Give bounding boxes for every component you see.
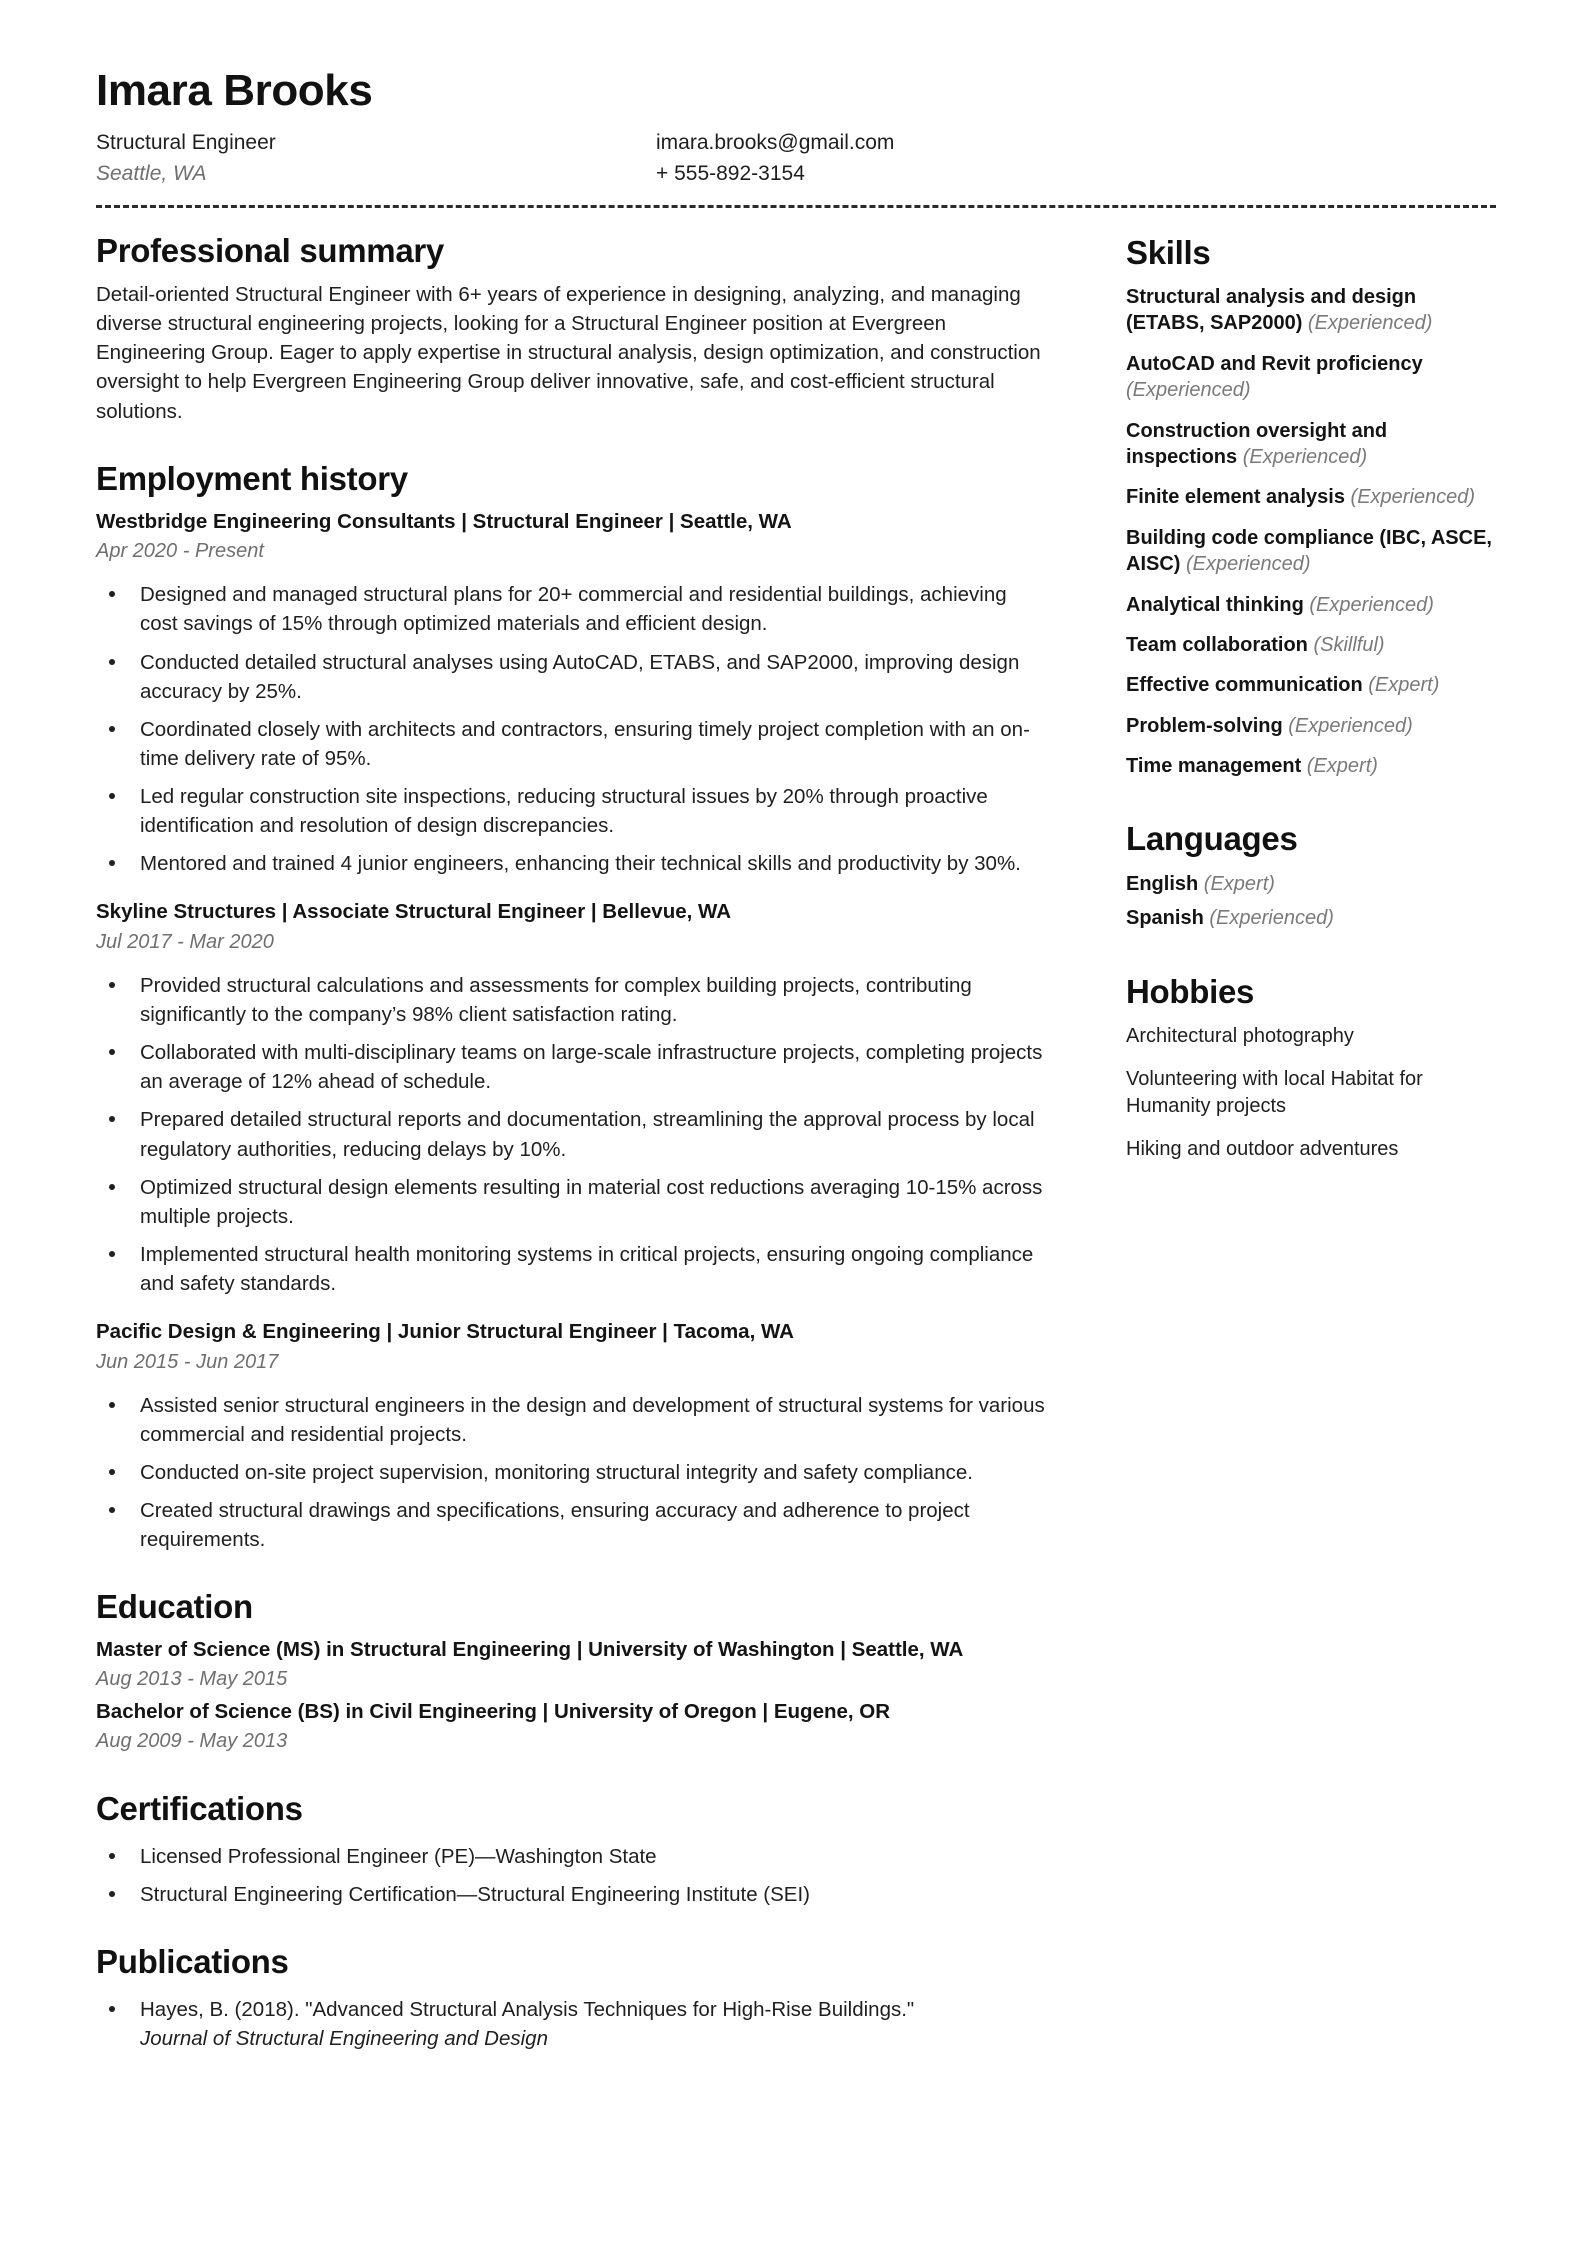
hobby-item: Architectural photography [1126,1024,1354,1047]
skill-name: Construction oversight and inspections [1126,419,1388,469]
bullet-item: Optimized structural design elements resulting in material cost reductions averaging 10-15% across multiple projects. [96,1173,1046,1231]
skill-item [1126,284,1496,337]
education-entry-dates: Aug 2009 - May 2013 [96,1729,288,1752]
phone-number[interactable]: + 555-892-3154 [656,161,805,185]
language-name: English [1126,872,1199,895]
sidebar-column [1126,232,1496,1202]
education-entry [96,1636,1046,1694]
section-professional-summary [96,232,1046,426]
hobby-item: Volunteering with local Habitat for Humanity projects [1126,1067,1423,1117]
hobby-item: Hiking and outdoor adventures [1126,1137,1399,1160]
skill-item [1126,632,1496,658]
employment-bullet-list [96,580,1046,878]
employment-entry-dates: Jun 2015 - Jun 2017 [96,1350,279,1373]
skill-name: Team collaboration [1126,633,1308,656]
section-employment-history [96,460,1046,1555]
employment-entry-dates: Apr 2020 - Present [96,540,264,563]
skill-item [1126,525,1496,578]
location: Seattle, WA [96,161,207,185]
skill-name: Effective communication [1126,674,1363,697]
section-hobbies [1126,973,1496,1163]
section-title-hobbies: Hobbies [1126,972,1255,1010]
header-divider [96,205,1496,208]
skill-level: (Experienced) [1126,379,1251,402]
skill-item [1126,713,1496,739]
skill-name: Building code compliance (IBC, ASCE, AISC) [1126,526,1492,576]
language-item [1126,904,1496,933]
hobbies-list [1126,1023,1496,1163]
section-skills [1126,234,1496,779]
contact-left-column [96,128,656,189]
resume-header [96,62,1496,189]
summary-text: Detail-oriented Structural Engineer with 6+ years of experience in designing, analyzing, and managing diverse structural engineering projects, looking for a Structural Engineer position at Evergreen Engineering Group. Eager to apply expertise in structural analysis, design optimization, and construction oversight to help Evergreen Engineering Group deliver innovative, safe, and cost-efficient structural solutions. [96,283,1041,423]
contact-block [96,128,1496,189]
section-languages [1126,820,1496,933]
education-list [96,1636,1046,1755]
section-title-languages: Languages [1126,819,1298,857]
employment-entry-dates: Jul 2017 - Mar 2020 [96,930,274,953]
employment-entry [96,508,1046,879]
employment-entry-heading: Pacific Design & Engineering | Junior Structural Engineer | Tacoma, WA [96,1320,794,1344]
section-title-certifications: Certifications [96,1789,303,1827]
skill-name: Analytical thinking [1126,593,1304,616]
skill-item [1126,351,1496,404]
section-title-employment: Employment history [96,459,408,497]
skill-name: Finite element analysis [1126,486,1345,509]
education-entry-heading: Master of Science (MS) in Structural Engineering | University of Washington | Seattle, WA [96,1638,964,1662]
section-certifications [96,1790,1046,1909]
bullet-item: Conducted on-site project supervision, monitoring structural integrity and safety compliance. [96,1458,1046,1487]
section-title-skills: Skills [1126,234,1211,272]
languages-list [1126,870,1496,933]
bullet-item: Conducted detailed structural analyses using AutoCAD, ETABS, and SAP2000, improving design accuracy by 25%. [96,648,1046,706]
skill-level: (Experienced) [1303,593,1434,616]
education-entry [96,1698,1046,1756]
section-title-publications: Publications [96,1942,289,1980]
language-level: (Expert) [1198,872,1275,895]
skill-item [1126,484,1496,510]
contact-right-column [656,128,1496,189]
skill-item [1126,418,1496,471]
skill-item [1126,753,1496,779]
language-level: (Experienced) [1203,906,1334,929]
education-entry-dates: Aug 2013 - May 2015 [96,1667,288,1690]
language-item [1126,870,1496,899]
certifications-list [96,1842,1046,1909]
skill-level: (Expert) [1301,755,1378,778]
section-publications [96,1943,1046,2053]
bullet-item: Assisted senior structural engineers in the design and development of structural systems for various commercial and residential projects. [96,1391,1046,1449]
email-address[interactable]: imara.brooks@gmail.com [656,131,895,155]
bullet-item: Implemented structural health monitoring systems in critical projects, ensuring ongoing compliance and safety standards. [96,1240,1046,1298]
employment-bullet-list [96,1391,1046,1555]
publication-citation: Hayes, B. (2018). "Advanced Structural Analysis Techniques for High-Rise Buildings." [140,1997,915,2021]
candidate-name: Imara Brooks [96,66,373,115]
skill-name: Problem-solving [1126,714,1283,737]
skills-list [1126,284,1496,779]
publications-list [96,1995,1046,2053]
employment-entry-heading: Westbridge Engineering Consultants | Structural Engineer | Seattle, WA [96,509,792,533]
bullet-item: Created structural drawings and specifications, ensuring accuracy and adherence to project requirements. [96,1496,1046,1554]
bullet-item: Led regular construction site inspections, reducing structural issues by 20% through proactive identification and resolution of design discrepancies. [96,782,1046,840]
bullet-item: Provided structural calculations and assessments for complex building projects, contributing significantly to the company’s 98% client satisfaction rating. [96,971,1046,1029]
skill-name: AutoCAD and Revit proficiency [1126,352,1423,375]
section-title-summary: Professional summary [96,232,444,270]
skill-item [1126,592,1496,618]
bullet-item: Designed and managed structural plans for 20+ commercial and residential buildings, achieving cost savings of 15% through optimized materials and efficient design. [96,580,1046,638]
skill-level: (Experienced) [1180,553,1311,576]
skill-name: Time management [1126,755,1302,778]
publication-journal: Journal of Structural Engineering and Design [140,2027,548,2050]
employment-entry-heading: Skyline Structures | Associate Structural Engineer | Bellevue, WA [96,900,732,924]
bullet-item: Prepared detailed structural reports and documentation, streamlining the approval process by local regulatory authorities, reducing delays by 10%. [96,1105,1046,1163]
certification-item: Structural Engineering Certification—Structural Engineering Institute (SEI) [96,1880,1046,1909]
skill-level: (Experienced) [1344,486,1476,509]
skill-level: (Experienced) [1302,312,1433,335]
skill-name: Structural analysis and design (ETABS, SAP2000) [1126,286,1417,335]
section-title-education: Education [96,1588,253,1626]
language-name: Spanish [1126,906,1204,929]
bullet-item: Collaborated with multi-disciplinary teams on large-scale infrastructure projects, completing projects an average of 12% ahead of schedule. [96,1038,1046,1096]
bullet-item: Coordinated closely with architects and contractors, ensuring timely project completion with an on-time delivery rate of 95%. [96,715,1046,773]
employment-entry [96,898,1046,1298]
skill-level: (Experienced) [1282,714,1413,737]
skill-level: (Experienced) [1237,446,1368,469]
education-entry-heading: Bachelor of Science (BS) in Civil Engineering | University of Oregon | Eugene, OR [96,1699,891,1723]
certification-item: Licensed Professional Engineer (PE)—Washington State [96,1842,1046,1871]
employment-entry [96,1318,1046,1554]
main-column [96,232,1126,2087]
section-education [96,1588,1046,1755]
resume-body [96,232,1496,2087]
job-title: Structural Engineer [96,131,276,155]
employment-bullet-list [96,971,1046,1298]
employment-list [96,508,1046,1555]
skill-item [1126,672,1496,698]
skill-level: (Skillful) [1307,633,1385,656]
publication-item [96,1995,1046,2053]
skill-level: (Expert) [1362,674,1440,697]
bullet-item: Mentored and trained 4 junior engineers, enhancing their technical skills and productivity by 30%. [96,849,1046,878]
